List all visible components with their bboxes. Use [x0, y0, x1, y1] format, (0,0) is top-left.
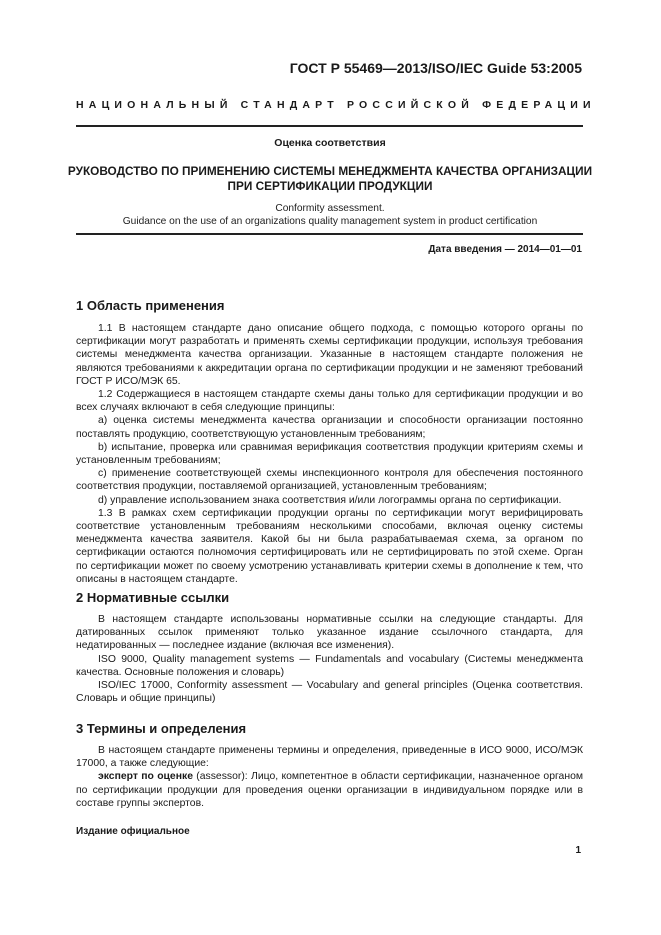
reference-iso-iec-17000: ISO/IEC 17000, Conformity assessment — Vocabulary and general principles (Оценка соответствия. Словарь и общие принципы)	[76, 680, 583, 705]
paragraph-1-3: 1.3 В рамках схем сертификации продукции органы по сертификации могут верифицировать соответствие установленным требованиям несколькими способами, включая оценку системы менеджмента качества заявителя. Какой бы ни была разрабатываемая схема, за органом по сертификации остаются полномочия сертифицировать или не сертифицировать по этой схеме. Орган по сертификации может по своему усмотрению устанавливать критерии схемы в дополнение к тем, что описаны в настоящем стандарте.	[76, 507, 583, 585]
english-title-line-1: Conformity assessment.	[275, 203, 385, 214]
paragraph-3-intro: В настоящем стандарте применены термины и определения, приведенные в ИСО 9000, ИСО/МЭК 17000, а также следующие:	[76, 745, 583, 770]
top-divider	[76, 125, 583, 127]
page-number: 1	[575, 845, 581, 856]
document-subtitle: Оценка соответствия	[274, 137, 386, 149]
english-title-line-2: Guidance on the use of an organizations quality management system in product certification	[122, 215, 538, 227]
paragraph-1-1: 1.1 В настоящем стандарте дано описание общего подхода, с помощью которого органы по сертификации могут разработать и применять схемы сертификации продукции, используя требования системы менеджмента качества организации. Указанные в настоящем стандарте положения не являются требованиями к аккредитации органа по сертификации продукции и не заменяют требований ГОСТ Р ИСО/МЭК 65.	[76, 323, 583, 387]
section-3-heading: 3 Термины и определения	[76, 721, 247, 736]
national-standard-banner: НАЦИОНАЛЬНЫЙ СТАНДАРТ РОССИЙСКОЙ ФЕДЕРАЦИИ	[76, 99, 596, 111]
section-2-body	[76, 613, 583, 705]
document-title: РУКОВОДСТВО ПО ПРИМЕНЕНИЮ СИСТЕМЫ МЕНЕДЖМЕНТА КАЧЕСТВА ОРГАНИЗАЦИИ ПРИ СЕРТИФИКАЦИИ ПРОДУКЦИИ	[67, 164, 593, 193]
paragraph-2-intro: В настоящем стандарте использованы нормативные ссылки на следующие стандарты. Для датированных ссылок применяют только указанное издание ссылочного стандарта, для недатированных — последнее издание (включая все изменения).	[76, 614, 583, 652]
section-2-heading: 2 Нормативные ссылки	[76, 590, 230, 605]
term-text: (assessor): Лицо, компетентное в области сертификации, назначенное органом по сертификации продукции для проведения оценки организации в индивидуальном порядке или в составе группы экспертов.	[76, 771, 583, 809]
edition-label: Издание официальное	[76, 826, 190, 837]
section-1-heading: 1 Область применения	[76, 298, 225, 313]
section-1-body	[76, 322, 583, 586]
section-3-body	[76, 744, 583, 810]
list-item-b: b) испытание, проверка или сравнимая верификация соответствия продукции критериям схемы и установленным требованиям;	[76, 441, 583, 467]
effective-date: Дата введения — 2014—01—01	[428, 244, 582, 255]
term-name: эксперт по оценке	[98, 771, 193, 783]
term-definition	[76, 770, 583, 810]
document-code: ГОСТ Р 55469—2013/ISO/IEC Guide 53:2005	[289, 60, 582, 76]
paragraph-1-2: 1.2 Содержащиеся в настоящем стандарте схемы даны только для сертификации продукции и во всех случаях включают в себя следующие принципы:	[76, 389, 583, 414]
list-item-c: c) применение соответствующей схемы инспекционного контроля для обеспечения постоянного соответствия продукции, поставляемой организацией, установленным требованиям;	[76, 468, 583, 493]
list-item-d: d) управление использованием знака соответствия и/или логограммы органа по сертификации.	[98, 494, 562, 506]
title-divider	[76, 233, 583, 235]
reference-iso-9000: ISO 9000, Quality management systems — Fundamentals and vocabulary (Системы менеджмента качества. Основные положения и словарь)	[76, 653, 583, 678]
list-item-a: a) оценка системы менеджмента качества организации и способности организации постоянно поставлять продукцию, соответствующую установленным требованиям;	[76, 415, 583, 440]
english-title	[60, 203, 600, 228]
